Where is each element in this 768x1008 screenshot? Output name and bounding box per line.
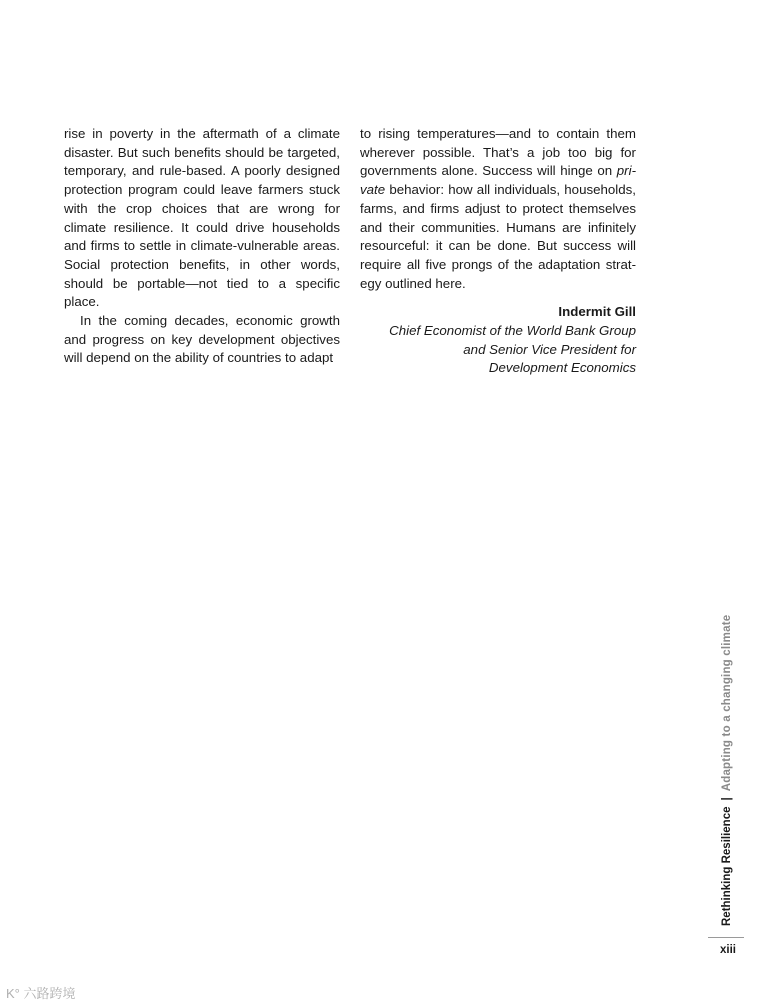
running-sidebar-text xyxy=(720,615,734,926)
emphasis-text: private xyxy=(360,163,636,198)
signatory-title: Development Economics xyxy=(488,360,636,376)
paragraph-text: behavior: how all individuals, households, farms, and firms adjust to protect themselves and their communities. Humans are infinitely resourceful: it can be done. But success will require all five prongs of the adaptation strategy outlined here. xyxy=(360,182,636,291)
watermark: K° 六路跨境 xyxy=(6,986,76,1001)
book-title: Rethinking Resilience xyxy=(721,806,733,926)
paragraph xyxy=(360,125,636,293)
signatory-title: and Senior Vice President for xyxy=(463,341,636,357)
running-sidebar xyxy=(716,614,738,926)
page-number: xiii xyxy=(720,944,736,956)
page-number-rule xyxy=(708,937,744,938)
left-column xyxy=(64,125,340,368)
chapter-title: Adapting to a changing climate xyxy=(721,614,733,792)
signatory-title: Chief Economist of the World Bank Group xyxy=(389,323,636,339)
paragraph: In the coming decades, economic growth and progress on key development objectives will depend on the ability of countries to adapt xyxy=(64,313,340,366)
signatory-name: Indermit Gill xyxy=(558,304,636,320)
right-column xyxy=(360,125,636,378)
paragraph: rise in poverty in the aftermath of a climate disaster. But such benefits should be targeted, temporary, and rule-based. A poorly designed protection program could leave farmers stuck with the crop choices that are wrong for climate resilience. It could drive households and firms to settle in climate-vulnerable areas. Social protection benefits, in other words, should be portable—not tied to a specific place. xyxy=(64,126,340,310)
signature-block xyxy=(360,303,636,378)
paragraph-text: to rising temperatures—and to contain them wherever possible. That’s a job too big for governments alone. Success will hinge on xyxy=(360,126,636,179)
sidebar-separator: | xyxy=(721,797,733,801)
